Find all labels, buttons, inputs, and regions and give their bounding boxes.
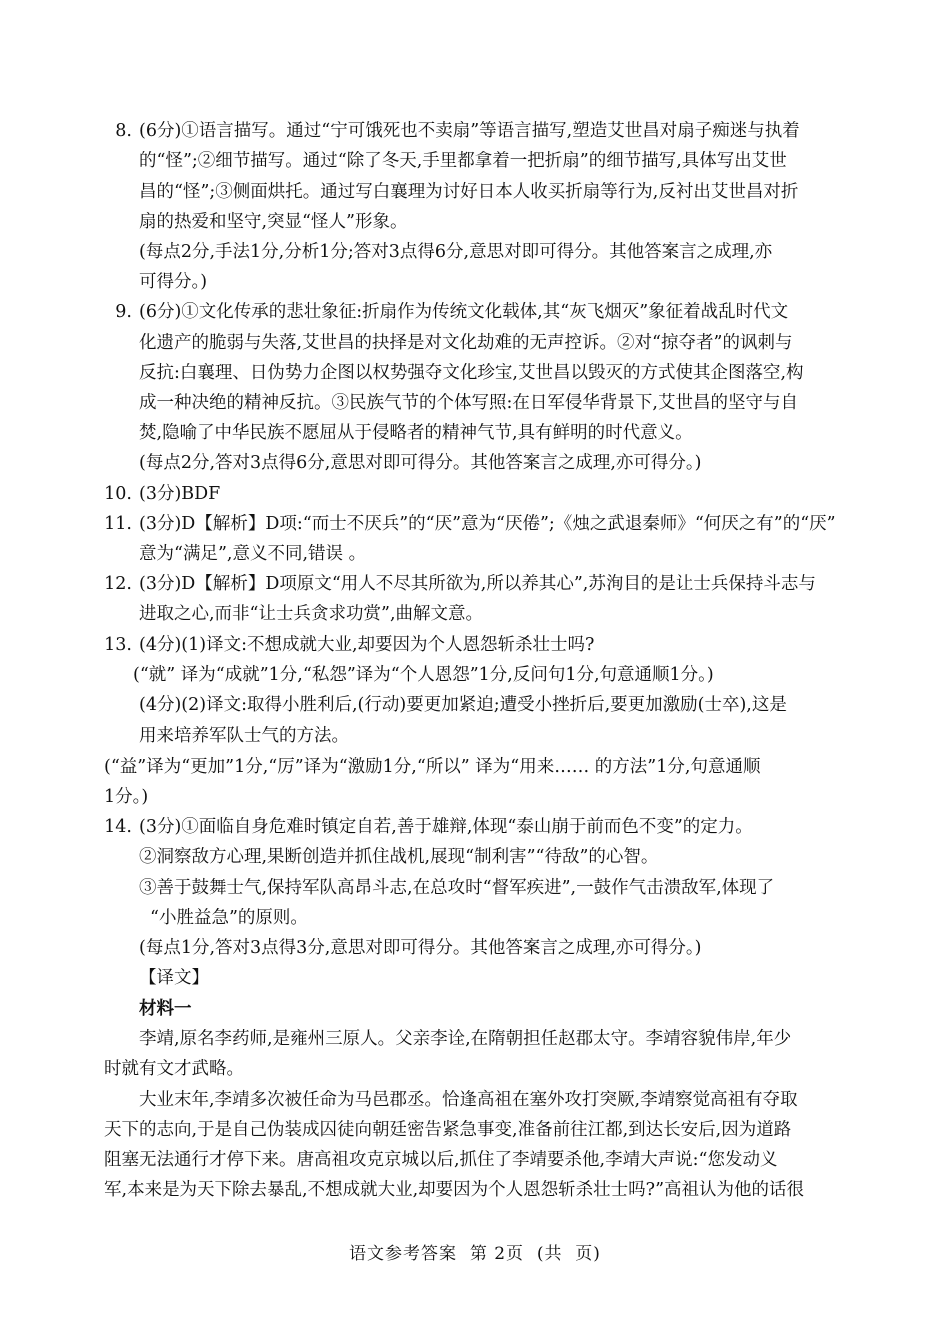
question-number-10: 10. bbox=[104, 484, 132, 504]
q14-point: (3分)①面临自身危难时镇定自若,善于雄辩,体现“泰山崩于前而色不变”的定力。 bbox=[139, 817, 753, 837]
question-number-12: 12. bbox=[104, 574, 132, 594]
q13-part2-note: (“益”译为“更加”1分,“厉”译为“激励1分,“所以” 译为“用来…… 的方法”1分,句意通顺 bbox=[104, 757, 761, 777]
question-number-11: 11. bbox=[104, 514, 132, 534]
q9-line: 焚,隐喻了中华民族不愿屈从于侵略者的精神气节,具有鲜明的时代意义。 bbox=[139, 423, 693, 443]
q9-line: 反抗:白襄理、日伪势力企图以权势强夺文化珍宝,艾世昌以毁灭的方式使其企图落空,构 bbox=[139, 363, 804, 383]
translation-line: 阻塞无法通行才停下来。唐高祖攻克京城以后,抓住了李靖要杀他,李靖大声说:“您发动义 bbox=[104, 1150, 778, 1170]
q12-line: 进取之心,而非“让士兵贪求功赏”,曲解文意。 bbox=[139, 604, 484, 624]
q13-part1-note: (“就” 译为“成就”1分,“私怨”译为“个人恩怨”1分,反问句1分,句意通顺1分。) bbox=[133, 665, 714, 685]
q13-part2: (4分)(2)译文:取得小胜利后,(行动)要更加紧迫;遭受小挫折后,要更加激励(士卒),这是 bbox=[139, 695, 787, 715]
page-footer: 语文参考答案 第 2页 (共 页) bbox=[349, 1244, 601, 1264]
question-number-9: 9. bbox=[115, 302, 132, 322]
q8-line: (6分)①语言描写。通过“宁可饿死也不卖扇”等语言描写,塑造艾世昌对扇子痴迷与执着 bbox=[139, 121, 800, 141]
q10-answer: (3分)BDF bbox=[139, 484, 221, 504]
translation-line: 李靖,原名李药师,是雍州三原人。父亲李诠,在隋朝担任赵郡太守。李靖容貌伟岸,年少 bbox=[139, 1029, 792, 1049]
q12-line: (3分)D【解析】D项原文“用人不尽其所欲为,所以养其心”,苏洵目的是让士兵保持斗志与 bbox=[139, 574, 816, 594]
translation-line: 大业末年,李靖多次被任命为马邑郡丞。恰逢高祖在塞外攻打突厥,李靖察觉高祖有夺取 bbox=[139, 1090, 798, 1110]
translation-line: 时就有文才武略。 bbox=[104, 1059, 244, 1079]
q8-scoring-note: (每点2分,手法1分,分析1分;答对3点得6分,意思对即可得分。其他答案言之成理,亦 bbox=[139, 242, 773, 262]
question-number-14: 14. bbox=[104, 817, 132, 837]
q14-point: ③善于鼓舞士气,保持军队高昂斗志,在总攻时“督军疾进”,一鼓作气击溃敌军,体现了 bbox=[139, 878, 775, 898]
question-number-13: 13. bbox=[104, 635, 132, 655]
q9-scoring-note: (每点2分,答对3点得6分,意思对即可得分。其他答案言之成理,亦可得分。) bbox=[139, 453, 702, 473]
q8-line: 扇的热爱和坚守,突显“怪人”形象。 bbox=[139, 212, 408, 232]
q8-line: 昌的“怪”;③侧面烘托。通过写白襄理为讨好日本人收买折扇等行为,反衬出艾世昌对折 bbox=[139, 182, 799, 202]
q11-line: 意为“满足”,意义不同,错误 。 bbox=[139, 544, 367, 564]
q8-scoring-note: 可得分。) bbox=[139, 272, 208, 292]
translation-heading: 【译文】 bbox=[139, 968, 209, 988]
q14-point: “小胜益急”的原则。 bbox=[150, 908, 308, 928]
translation-line: 军,本来是为天下除去暴乱,不想成就大业,却要因为个人恩怨斩杀壮士吗?”高祖认为他的话很 bbox=[104, 1180, 805, 1200]
q13-part2: 用来培养军队士气的方法。 bbox=[139, 726, 349, 746]
q11-line: (3分)D【解析】D项:“而士不厌兵”的“厌”意为“厌倦”;《烛之武退秦师》“何厌之有”的“厌” bbox=[139, 514, 836, 534]
q9-line: 化遗产的脆弱与失落,艾世昌的抉择是对文化劫难的无声控诉。②对“掠夺者”的讽刺与 bbox=[139, 333, 793, 353]
material-label: 材料一 bbox=[139, 999, 192, 1019]
q13-part1: (4分)(1)译文:不想成就大业,却要因为个人恩怨斩杀壮士吗? bbox=[139, 635, 595, 655]
q13-part2-note: 1分。) bbox=[104, 787, 149, 807]
q14-point: ②洞察敌方心理,果断创造并抓住战机,展现“制利害”“待敌”的心智。 bbox=[139, 847, 659, 867]
q9-line: (6分)①文化传承的悲壮象征:折扇作为传统文化载体,其“灰飞烟灭”象征着战乱时代文 bbox=[139, 302, 789, 322]
q14-scoring-note: (每点1分,答对3点得3分,意思对即可得分。其他答案言之成理,亦可得分。) bbox=[139, 938, 702, 958]
translation-line: 天下的志向,于是自己伪装成囚徒向朝廷密告紧急事变,准备前往江都,到达长安后,因为道路 bbox=[104, 1120, 792, 1140]
q9-line: 成一种决绝的精神反抗。③民族气节的个体写照:在日军侵华背景下,艾世昌的坚守与自 bbox=[139, 393, 798, 413]
q8-line: 的“怪”;②细节描写。通过“除了冬天,手里都拿着一把折扇”的细节描写,具体写出艾世 bbox=[139, 151, 787, 171]
question-number-8: 8. bbox=[115, 121, 132, 141]
